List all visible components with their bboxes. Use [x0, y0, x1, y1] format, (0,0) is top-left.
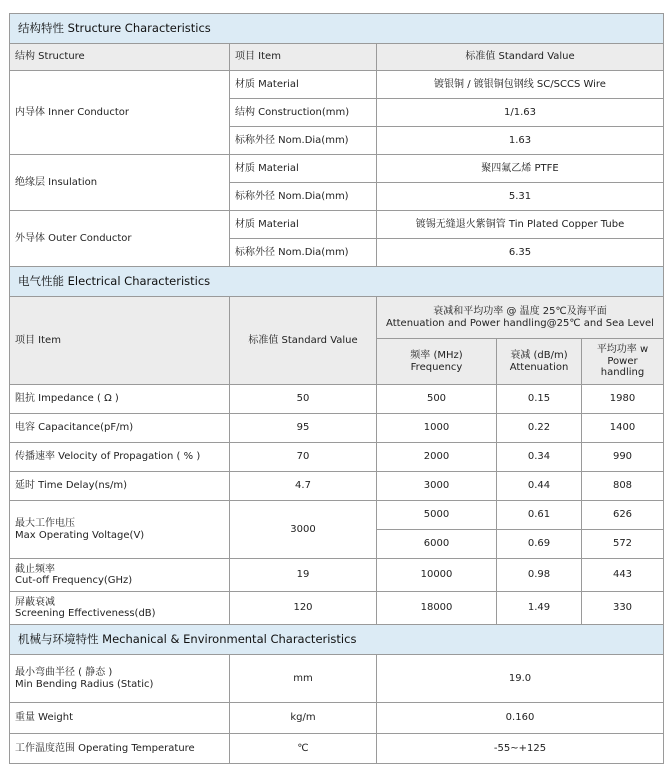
- electrical-header-row-1: [10, 297, 664, 339]
- param-name: 延时 Time Delay(ns/m): [10, 472, 230, 501]
- param-value: 95: [230, 414, 377, 443]
- electrical-section-title: 电气性能 Electrical Characteristics: [10, 267, 664, 297]
- freq-cell: 3000: [377, 472, 497, 501]
- param-name: 重量 Weight: [10, 703, 230, 734]
- header-power-handling: [582, 339, 664, 385]
- spec-table: [9, 13, 664, 764]
- param-value: 50: [230, 385, 377, 414]
- item-cell: 标称外径 Nom.Dia(mm): [230, 239, 377, 267]
- pow-cell: 626: [582, 501, 664, 530]
- param-value: 4.7: [230, 472, 377, 501]
- param-name: 传播速率 Velocity of Propagation ( % ): [10, 443, 230, 472]
- att-cell: 0.61: [497, 501, 582, 530]
- table-row: [10, 155, 664, 183]
- freq-cell: 1000: [377, 414, 497, 443]
- pow-cell: 330: [582, 592, 664, 625]
- param-name-cn: 屏蔽衰减: [15, 596, 55, 608]
- param-name: 阻抗 Impedance ( Ω ): [10, 385, 230, 414]
- param-value: 70: [230, 443, 377, 472]
- param-name: 电容 Capacitance(pF/m): [10, 414, 230, 443]
- pow-cell: 1400: [582, 414, 664, 443]
- header-standard-value: 标准值 Standard Value: [377, 44, 664, 71]
- value-cell: 6.35: [377, 239, 664, 267]
- freq-cell: 6000: [377, 530, 497, 559]
- attenuation-cn: 衰减 (dB/m): [510, 350, 568, 361]
- value-cell: 1.63: [377, 127, 664, 155]
- header-frequency: [377, 339, 497, 385]
- structure-column-headers: [10, 44, 664, 71]
- freq-cell: 18000: [377, 592, 497, 625]
- header-structure: 结构 Structure: [10, 44, 230, 71]
- mechanical-section-header: [10, 625, 664, 655]
- value-cell: 1/1.63: [377, 99, 664, 127]
- param-name: [10, 592, 230, 625]
- table-row: [10, 655, 664, 703]
- value-cell: 5.31: [377, 183, 664, 211]
- param-name-cn: 最小弯曲半径 ( 静态 ): [15, 667, 113, 678]
- pow-cell: 990: [582, 443, 664, 472]
- param-name-en: Min Bending Radius (Static): [15, 678, 154, 690]
- power-en-2: handling: [600, 367, 645, 379]
- pow-cell: 1980: [582, 385, 664, 414]
- power-cn: 平均功率 w: [596, 344, 649, 356]
- table-row: [10, 734, 664, 764]
- att-cell: 0.22: [497, 414, 582, 443]
- insulation-label: 绝缘层 Insulation: [10, 155, 230, 211]
- param-name: [10, 501, 230, 559]
- pow-cell: 808: [582, 472, 664, 501]
- value-cell: 19.0: [377, 655, 664, 703]
- unit-cell: kg/m: [230, 703, 377, 734]
- unit-cell: ℃: [230, 734, 377, 764]
- table-row: [10, 559, 664, 592]
- att-cell: 0.15: [497, 385, 582, 414]
- param-name: 工作温度范围 Operating Temperature: [10, 734, 230, 764]
- header-item: 项目 Item: [230, 44, 377, 71]
- structure-section-title: 结构特性 Structure Characteristics: [10, 14, 664, 44]
- item-cell: 材质 Material: [230, 71, 377, 99]
- header-standard-value: 标准值 Standard Value: [230, 297, 377, 385]
- electrical-section-header: [10, 267, 664, 297]
- table-row: [10, 592, 664, 625]
- item-cell: 标称外径 Nom.Dia(mm): [230, 127, 377, 155]
- param-name: [10, 655, 230, 703]
- freq-cell: 500: [377, 385, 497, 414]
- att-cell: 0.69: [497, 530, 582, 559]
- item-cell: 结构 Construction(mm): [230, 99, 377, 127]
- value-cell: 0.160: [377, 703, 664, 734]
- att-cell: 0.44: [497, 472, 582, 501]
- item-cell: 材质 Material: [230, 155, 377, 183]
- table-row: [10, 472, 664, 501]
- table-row: [10, 414, 664, 443]
- table-row: [10, 211, 664, 239]
- inner-conductor-label: 内导体 Inner Conductor: [10, 71, 230, 155]
- param-name-en: Max Operating Voltage(V): [15, 529, 145, 541]
- freq-cell: 2000: [377, 443, 497, 472]
- param-name-cn: 最大工作电压: [15, 518, 75, 529]
- header-attenuation: [497, 339, 582, 385]
- frequency-cn: 频率 (MHz): [410, 350, 463, 361]
- value-cell: 镀银铜 / 镀银铜包钢线 SC/SCCS Wire: [377, 71, 664, 99]
- structure-section-header: [10, 14, 664, 44]
- freq-cell: 10000: [377, 559, 497, 592]
- outer-conductor-label: 外导体 Outer Conductor: [10, 211, 230, 267]
- mechanical-section-title: 机械与环境特性 Mechanical & Environmental Characteristics: [10, 625, 664, 655]
- attenuation-group-en: Attenuation and Power handling@25℃ and Sea Level: [386, 317, 654, 329]
- freq-cell: 5000: [377, 501, 497, 530]
- attenuation-en: Attenuation: [509, 361, 569, 373]
- table-row: [10, 385, 664, 414]
- pow-cell: 443: [582, 559, 664, 592]
- frequency-en: Frequency: [410, 361, 463, 373]
- item-cell: 标称外径 Nom.Dia(mm): [230, 183, 377, 211]
- table-row: [10, 501, 664, 530]
- param-name-en: Screening Effectiveness(dB): [15, 608, 156, 619]
- item-cell: 材质 Material: [230, 211, 377, 239]
- power-en-1: Power: [607, 355, 638, 367]
- pow-cell: 572: [582, 530, 664, 559]
- table-row: [10, 71, 664, 99]
- param-value: 19: [230, 559, 377, 592]
- value-cell: -55~+125: [377, 734, 664, 764]
- header-attenuation-group: [377, 297, 664, 339]
- param-value: 3000: [230, 501, 377, 559]
- unit-cell: mm: [230, 655, 377, 703]
- value-cell: 镀锡无缝退火紫铜管 Tin Plated Copper Tube: [377, 211, 664, 239]
- param-name-cn: 截止频率: [15, 563, 55, 575]
- att-cell: 0.34: [497, 443, 582, 472]
- att-cell: 0.98: [497, 559, 582, 592]
- param-name: [10, 559, 230, 592]
- param-name-en: Cut-off Frequency(GHz): [15, 575, 133, 586]
- table-row: [10, 703, 664, 734]
- spec-sheet: [9, 13, 663, 764]
- att-cell: 1.49: [497, 592, 582, 625]
- value-cell: 聚四氟乙烯 PTFE: [377, 155, 664, 183]
- attenuation-group-cn: 衰减和平均功率 @ 温度 25℃及海平面: [433, 306, 607, 317]
- header-item: 项目 Item: [10, 297, 230, 385]
- param-value: 120: [230, 592, 377, 625]
- table-row: [10, 443, 664, 472]
